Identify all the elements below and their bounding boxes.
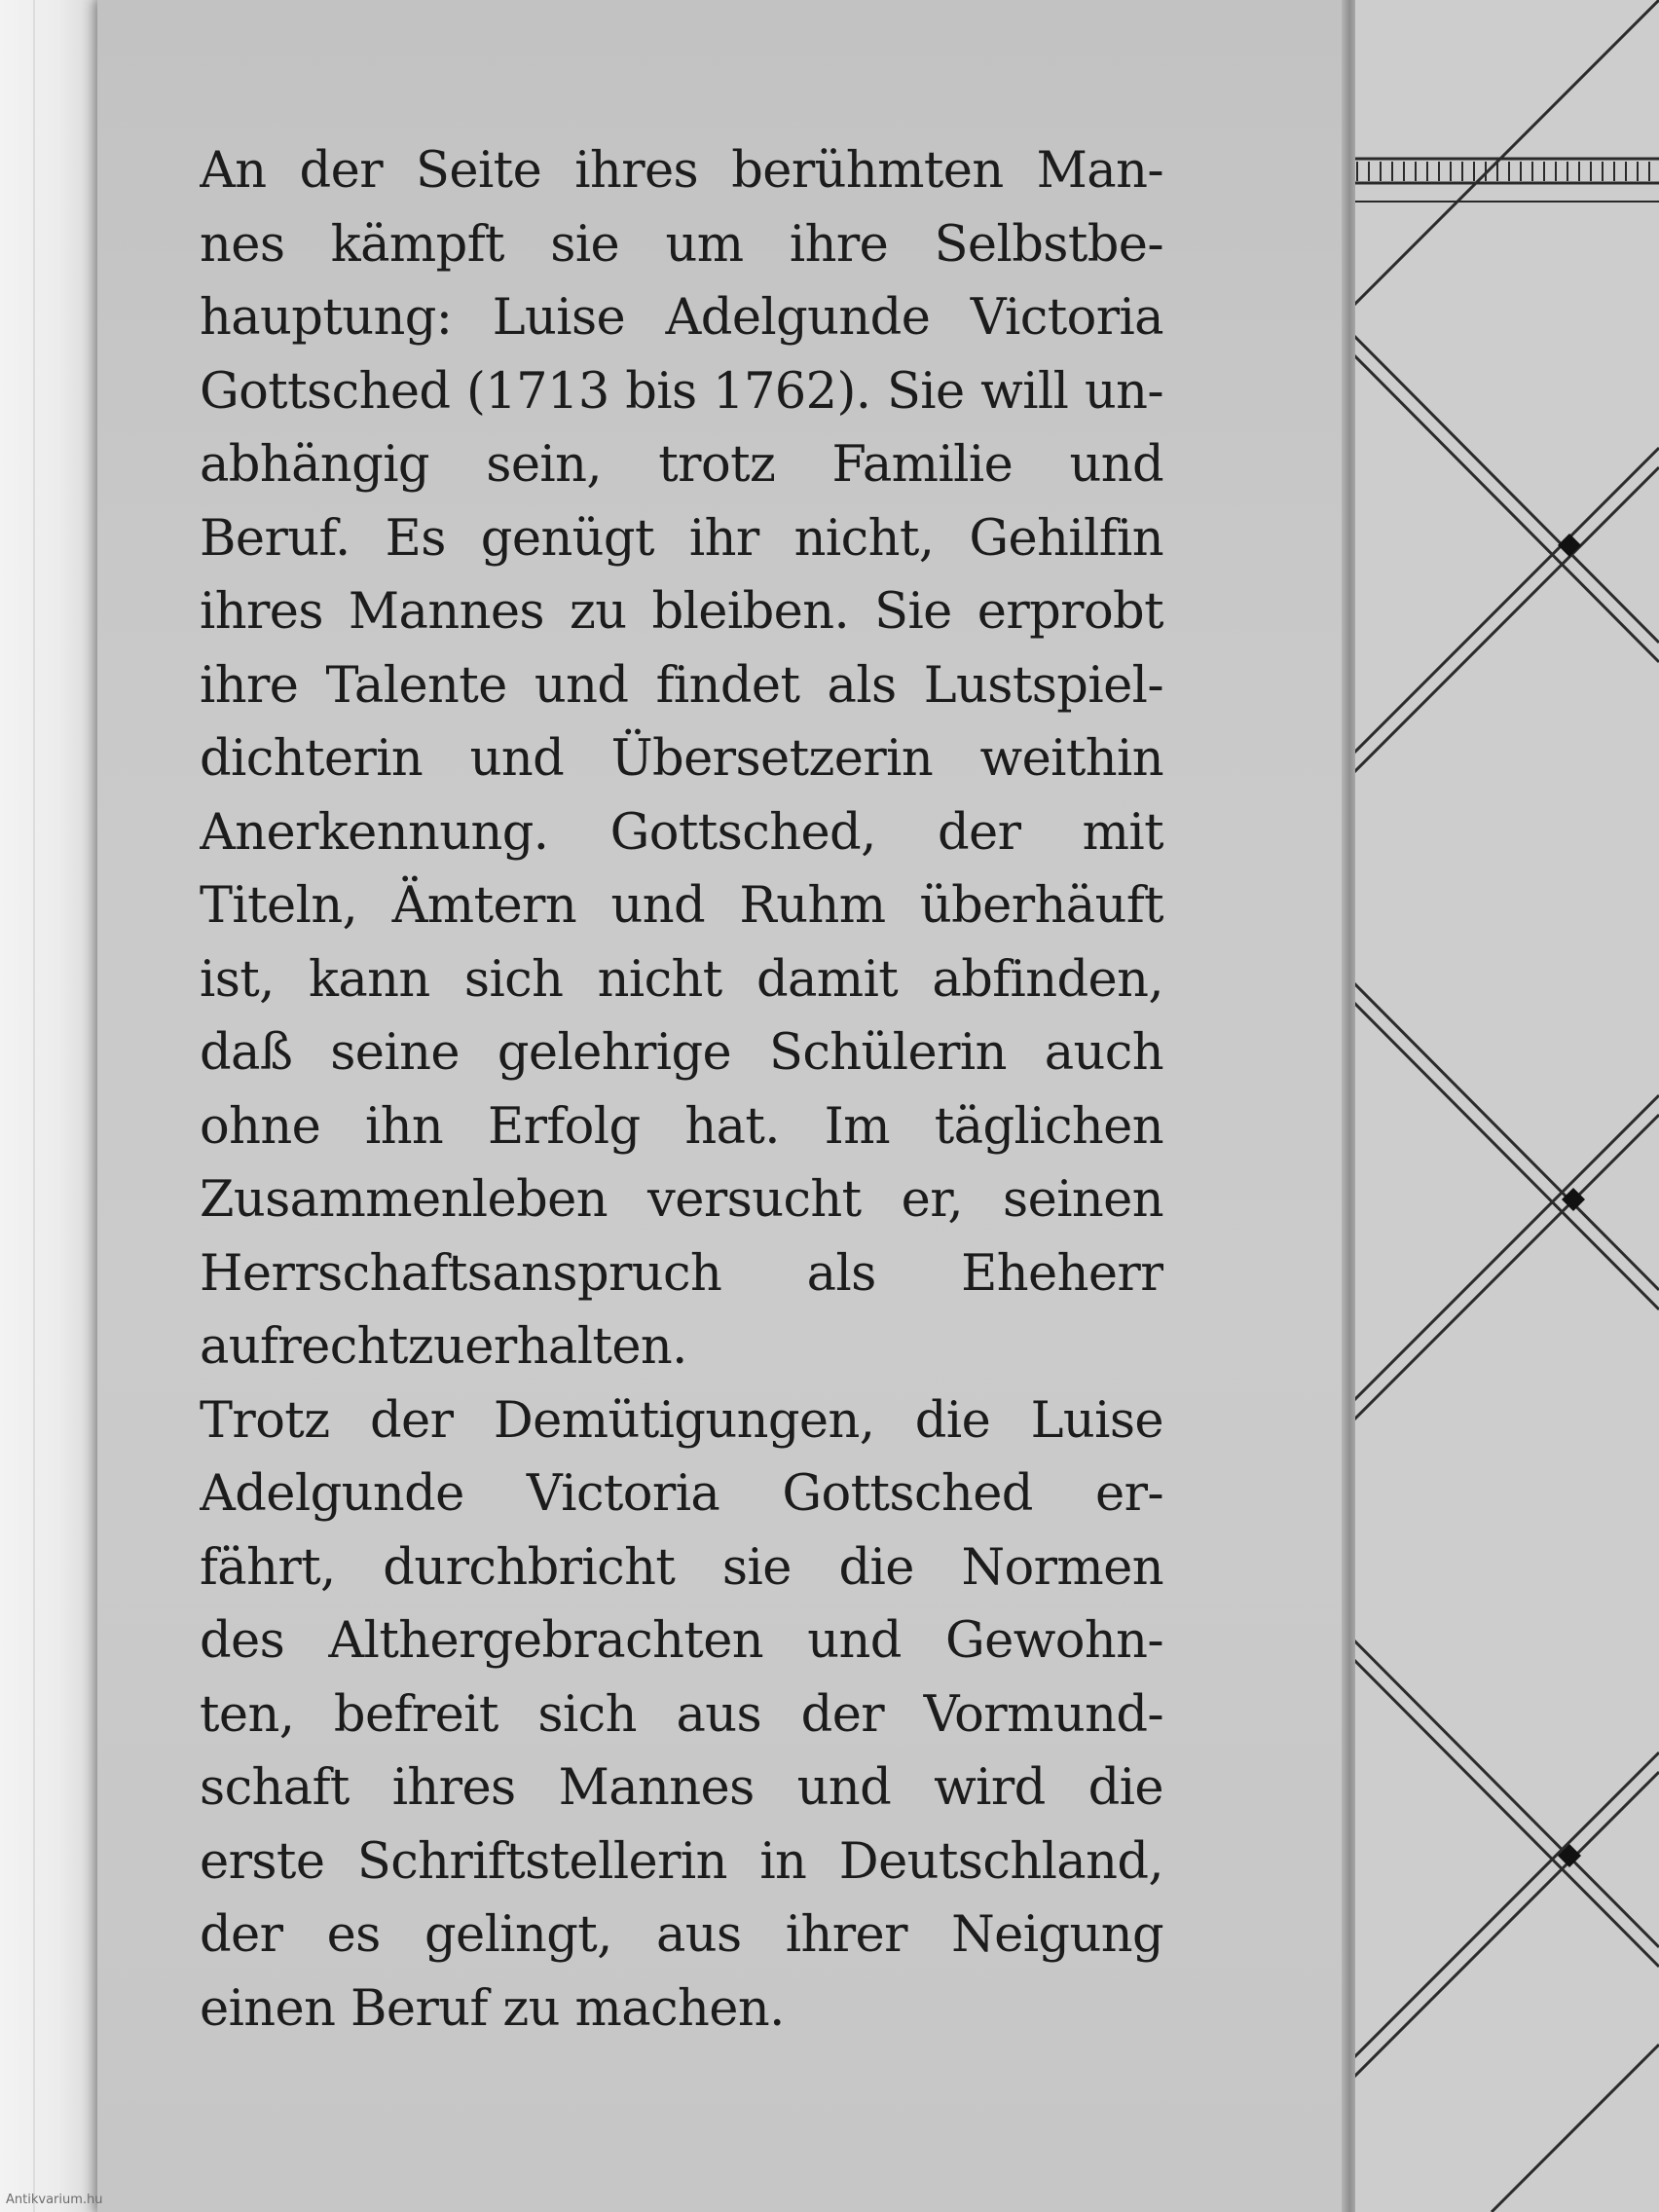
text-line: des Althergebrachten und Gewohn- <box>200 1612 1163 1670</box>
left-page-strip <box>0 0 107 2212</box>
text-line: daß seine gelehrige Schülerin auch <box>200 1024 1163 1082</box>
text-line: ihre Talente und findet als Lustspiel- <box>200 656 1163 715</box>
text-line: ihres Mannes zu bleiben. Sie erprobt <box>200 583 1163 641</box>
patterned-cover <box>1349 0 1659 2212</box>
text-line: schaft ihres Mannes und wird die <box>200 1759 1163 1817</box>
watermark: Antikvarium.hu <box>6 2193 103 2207</box>
blurb-text <box>200 134 1163 2046</box>
text-line: abhängig sein, trotz Familie und <box>200 436 1163 494</box>
text-line: nes kämpft sie um ihre Selbstbe- <box>200 215 1163 274</box>
text-line: An der Seite ihres berühmten Man- <box>200 142 1163 200</box>
text-line: Trotz der Demütigungen, die Luise <box>200 1391 1163 1450</box>
text-line: Adelgunde Victoria Gottsched er- <box>200 1465 1163 1523</box>
text-line: erste Schriftstellerin in Deutschland, <box>200 1832 1163 1891</box>
text-line: Gottsched (1713 bis 1762). Sie will un- <box>200 362 1163 421</box>
text-line: hauptung: Luise Adelgunde Victoria <box>200 289 1163 347</box>
paragraph-2 <box>200 1384 1163 2046</box>
text-line: Beruf. Es genügt ihr nicht, Gehilfin <box>200 509 1163 568</box>
paragraph-1 <box>200 134 1163 1384</box>
text-line: einen Beruf zu machen. <box>200 1979 785 2038</box>
text-line: Titeln, Ämtern und Ruhm überhäuft <box>200 877 1163 935</box>
text-line: ohne ihn Erfolg hat. Im täglichen <box>200 1097 1163 1156</box>
flap-edge-shadow <box>1342 0 1355 2212</box>
text-line: Zusammenleben versucht er, seinen <box>200 1171 1163 1229</box>
text-line: ten, befreit sich aus der Vormund- <box>200 1685 1163 1744</box>
text-line: der es gelingt, aus ihrer Neigung <box>200 1906 1163 1964</box>
text-line: Herrschaftsanspruch als Eheherr <box>200 1244 1163 1303</box>
text-line: ist, kann sich nicht damit abfinden, <box>200 950 1163 1009</box>
text-line: Anerkennung. Gottsched, der mit <box>200 803 1163 862</box>
diamond-pattern <box>1349 0 1659 2212</box>
text-line: fährt, durchbricht sie die Normen <box>200 1538 1163 1597</box>
text-line: dichterin und Übersetzerin weithin <box>200 730 1163 788</box>
text-line: aufrechtzuerhalten. <box>200 1318 687 1376</box>
